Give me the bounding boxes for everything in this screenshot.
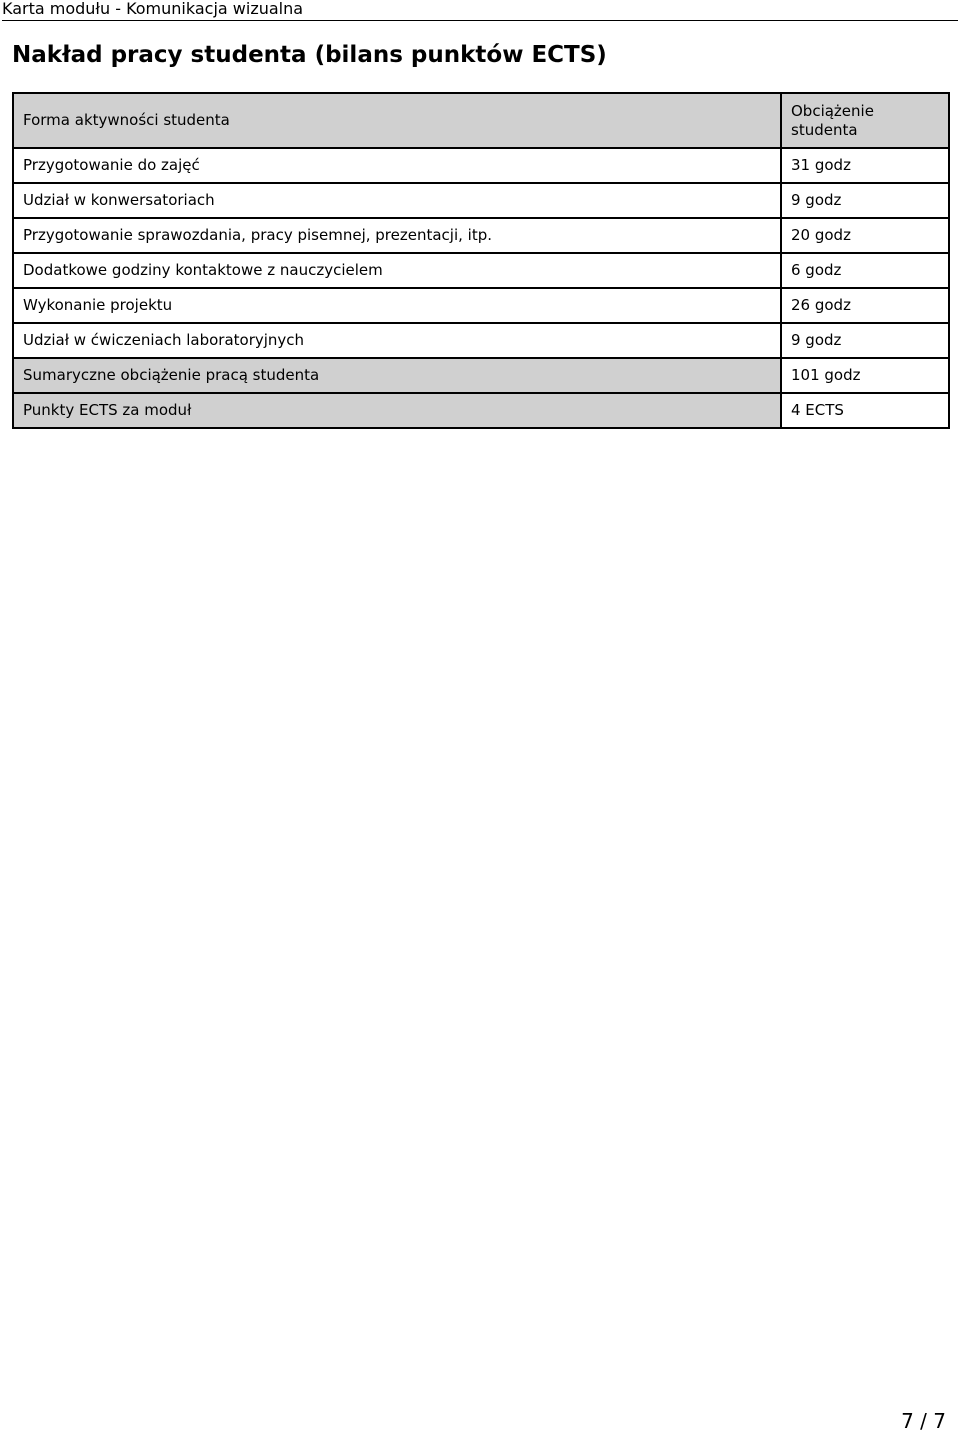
table-header-row — [13, 93, 949, 148]
header-activity: Forma aktywności studenta — [13, 93, 781, 148]
section-title: Nakład pracy studenta (bilans punktów ECTS) — [12, 42, 607, 68]
page-number: 7 / 7 — [901, 1409, 946, 1433]
activity-cell: Wykonanie projektu — [13, 288, 781, 323]
activity-cell: Udział w ćwiczeniach laboratoryjnych — [13, 323, 781, 358]
ects-points-value: 4 ECTS — [781, 393, 949, 428]
activity-cell: Przygotowanie do zajęć — [13, 148, 781, 183]
ects-points-label: Punkty ECTS za moduł — [13, 393, 781, 428]
table-row — [13, 288, 949, 323]
table-row — [13, 253, 949, 288]
table-row — [13, 148, 949, 183]
activity-cell: Przygotowanie sprawozdania, pracy pisemnej, prezentacji, itp. — [13, 218, 781, 253]
running-header: Karta modułu - Komunikacja wizualna — [2, 0, 958, 21]
load-cell: 31 godz — [781, 148, 949, 183]
total-workload-row — [13, 358, 949, 393]
load-cell: 9 godz — [781, 323, 949, 358]
load-cell: 9 godz — [781, 183, 949, 218]
load-cell: 20 godz — [781, 218, 949, 253]
table-row — [13, 183, 949, 218]
total-workload-label: Sumaryczne obciążenie pracą studenta — [13, 358, 781, 393]
ects-workload-table — [12, 92, 950, 429]
activity-cell: Dodatkowe godziny kontaktowe z nauczycielem — [13, 253, 781, 288]
load-cell: 26 godz — [781, 288, 949, 323]
activity-cell: Udział w konwersatoriach — [13, 183, 781, 218]
total-workload-value: 101 godz — [781, 358, 949, 393]
table-row — [13, 218, 949, 253]
ects-points-row — [13, 393, 949, 428]
table-row — [13, 323, 949, 358]
load-cell: 6 godz — [781, 253, 949, 288]
header-load: Obciążenie studenta — [781, 93, 949, 148]
